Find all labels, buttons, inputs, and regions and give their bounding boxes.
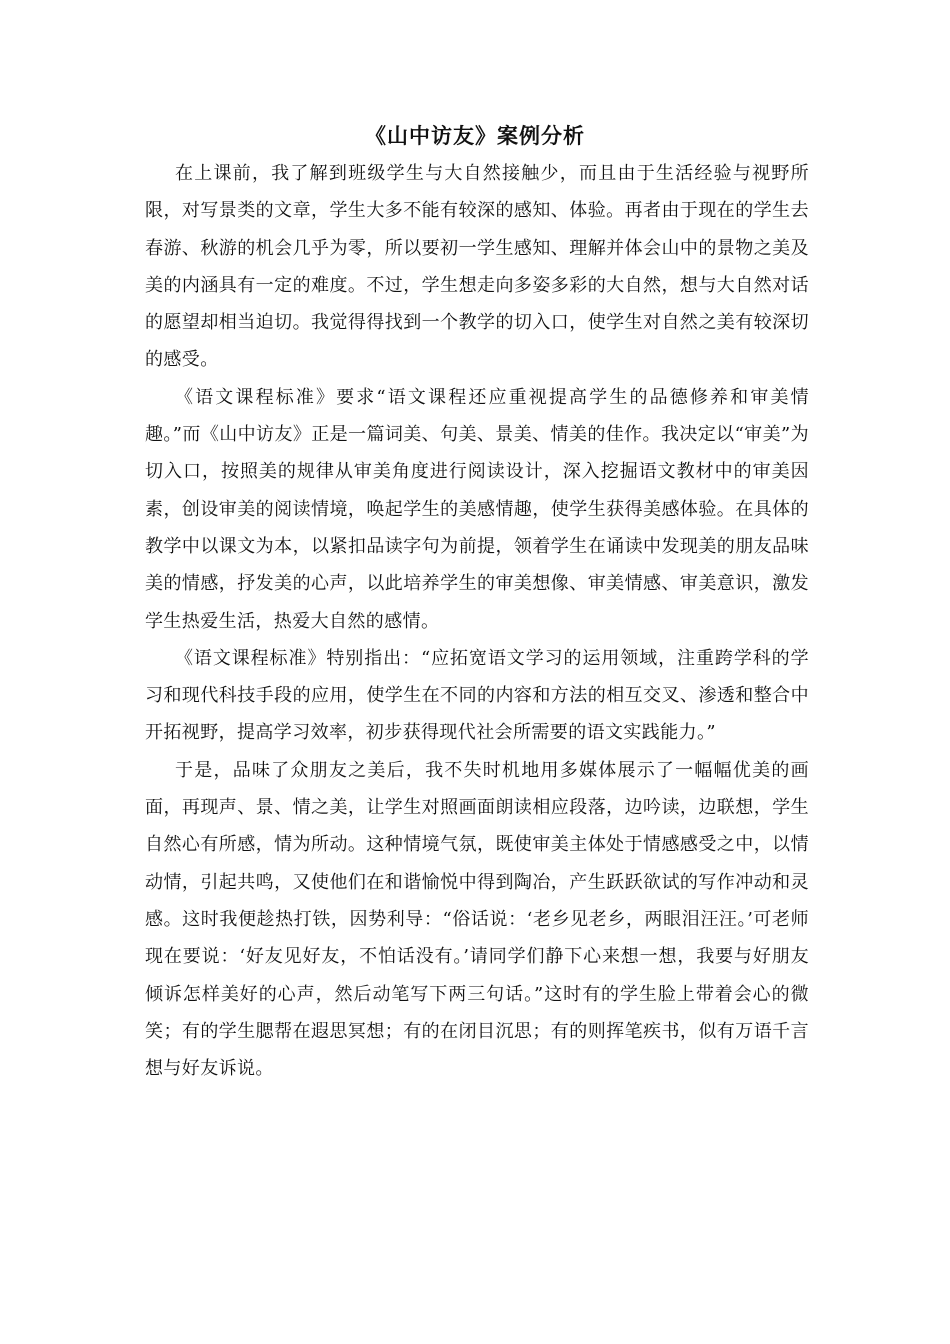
document-title: 《山中访友》案例分析 [365, 124, 585, 148]
paragraph-1: 在上课前，我了解到班级学生与大自然接触少，而且由于生活经验与视野所限，对写景类的文章，学生大多不能有较深的感知、体验。再者由于现在的学生去春游、秋游的机会几乎为零，所以要初一学生感知、理解并体会山中的景物之美及美的内涵具有一定的难度。不过，学生想走向多姿多彩的大自然，想与大自然对话的愿望却相当迫切。我觉得得找到一个教学的切入口，使学生对自然之美有较深切的感受。 [145, 163, 809, 371]
document-body [145, 155, 809, 1087]
paragraph-2: 《语文课程标准》要求“语文课程还应重视提高学生的品德修养和审美情趣。”而《山中访友》正是一篇词美、句美、景美、情美的佳作。我决定以“审美”为切入口，按照美的规律从审美角度进行阅读设计，深入挖掘语文教材中的审美因素，创设审美的阅读情境，唤起学生的美感情趣，使学生获得美感体验。在具体的教学中以课文为本，以紧扣品读字句为前提，领着学生在诵读中发现美的朋友品味美的情感，抒发美的心声，以此培养学生的审美想像、审美情感、审美意识，激发学生热爱生活，热爱大自然的感情。 [145, 386, 809, 632]
paragraph-3: 《语文课程标准》特别指出：“应拓宽语文学习的运用领域，注重跨学科的学习和现代科技手段的应用，使学生在不同的内容和方法的相互交叉、渗透和整合中开拓视野，提高学习效率，初步获得现代社会所需要的语文实践能力。” [145, 647, 809, 744]
paragraph-4: 于是，品味了众朋友之美后，我不失时机地用多媒体展示了一幅幅优美的画面，再现声、景、情之美，让学生对照画面朗读相应段落，边吟读，边联想，学生自然心有所感，情为所动。这种情境气氛，既使审美主体处于情感感受之中，以情动情，引起共鸣，又使他们在和谐愉悦中得到陶冶，产生跃跃欲试的写作冲动和灵感。这时我便趁热打铁，因势利导：“俗话说：‘老乡见老乡，两眼泪汪汪。’可老师现在要说：‘好友见好友，不怕话没有。’请同学们静下心来想一想，我要与好朋友倾诉怎样美好的心声，然后动笔写下两三句话。”这时有的学生脸上带着会心的微笑；有的学生腮帮在遐思冥想；有的在闭目沉思；有的则挥笔疾书，似有万语千言想与好友诉说。 [145, 759, 809, 1080]
